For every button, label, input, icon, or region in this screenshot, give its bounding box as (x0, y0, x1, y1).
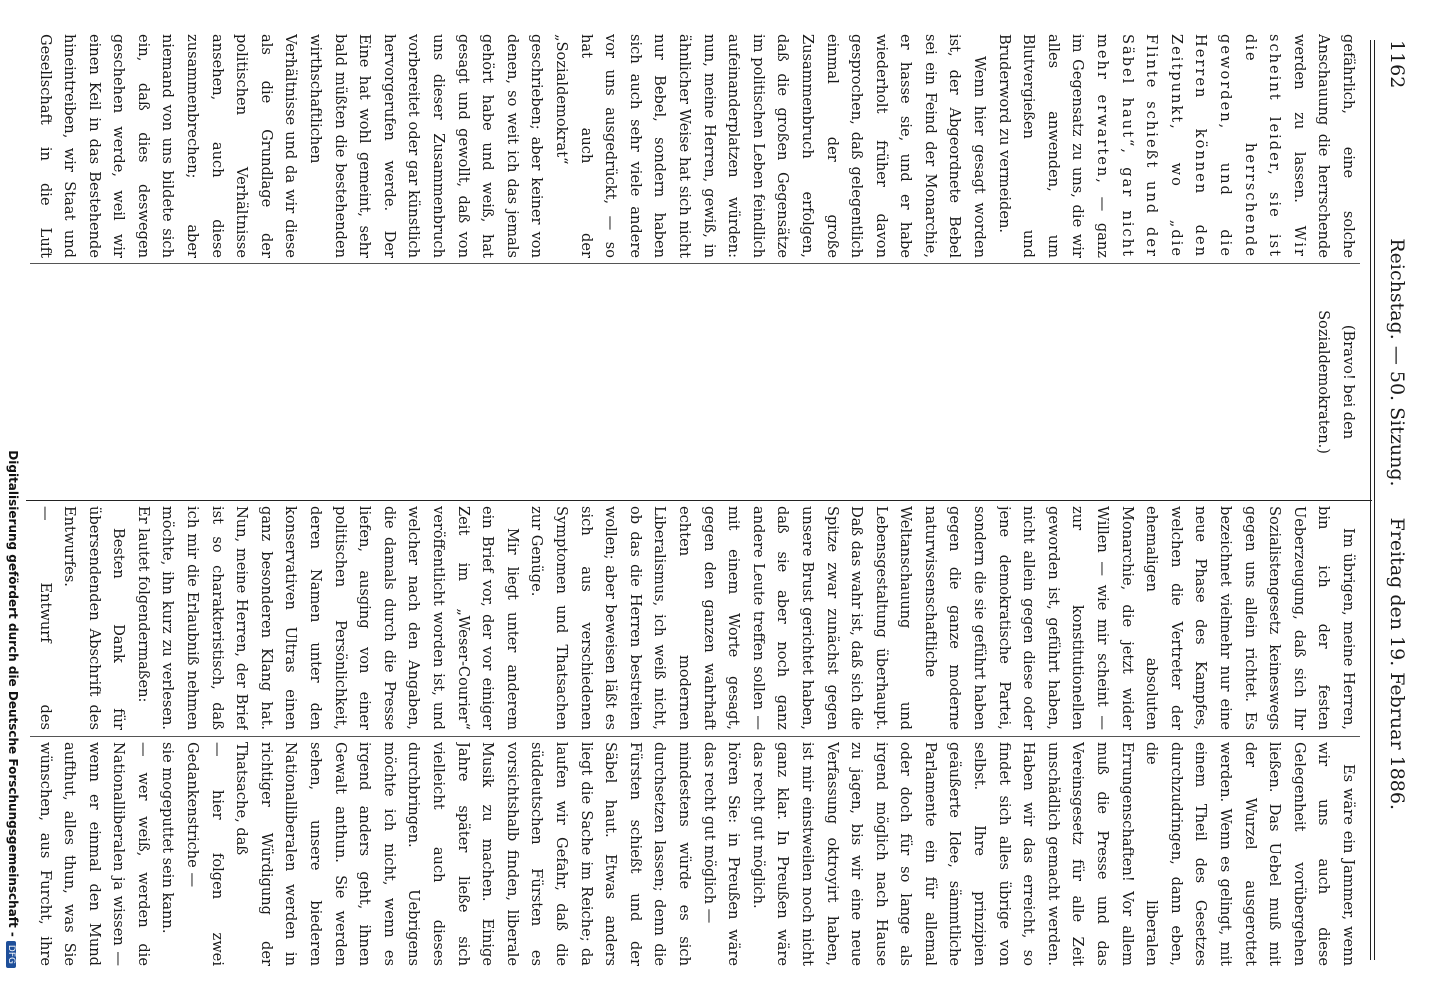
paragraph: gefährlich, eine solche Anschauung die herrschende werden zu lassen. (1290, 34, 1357, 258)
interjection-comment: — hier folgen zwei Gedankenstriche — (184, 742, 226, 966)
page-gutter (26, 500, 1372, 501)
running-title: Reichstag. — 50. Sitzung. (1386, 238, 1408, 487)
quoted-letter-cont: mindestens würde es sich durchsetzen lassen; denn die Fürsten schießt und der Säbel haut. Etwas anders liegt die Sache im Reiche; da laufen wir Gefahr, daß die süddeutschen Fürsten es vorsichtshalb finden, liberale Musik zu machen. Einige Jahre später ließe sich vielleicht auch dieses durchbringen. Uebrigens möchte ich nicht, wenn es irgend anders geht, ihnen Gewalt anthun. Sie werden sehen, unsere biederen Nationalliberalen werden in richtiger Würdigung der Thatsache, daß (233, 742, 693, 966)
session-date: Freitag den 19. Februar 1886. (1386, 517, 1408, 810)
column-divider-right (30, 736, 1360, 737)
paragraph-letter-intro: Mir liegt unter anderem ein Brief vor, der vor einiger Zeit im „Weser-Courier“ veröffentlicht worden ist, und welcher nach den Angaben, die damals durch die Presse liefen, ausging von einer politischen Persönlichkeit, deren Namen unter den konservativen Ultras einen ganz besonderen Klang hat. Nun, meine Herren, der Brief ist so charakteristisch, daß ich mir die Erlaubniß nehmen möchte, ihn kurz zu verlesen. Er lautet folgendermaßen: (134, 506, 521, 730)
paragraph-end: — ganz im Gegensatz zu uns, die wir alles anwenden, um Blutvergießen und Bruderword zu vermeiden. (995, 34, 1112, 258)
text-column-3 (30, 506, 1360, 730)
left-page-header (1380, 40, 1414, 500)
paragraph: Im übrigen, meine Herren, bin ich der festen Ueberzeugung, daß sich Ihr Sozialistengesetz keineswegs gegen uns allein richtet. Es bezeichnet vielmehr nur eine neue Phase des Kampfes, welchen die Vertreter der ehemaligen absoluten Monarchie, die jetzt wider Willen — wie mir scheint — zur konstitutionellen geworden ist, geführt haben, nicht allein gegen diese oder jene demokratische Partei, sondern die sie geführt haben gegen die ganze moderne naturwissenschaftliche Weltanschauung und Lebensgestaltung überhaupt. Daß das wahr ist, daß sich die Spitze zwar zunächst gegen unsere Brust gerichtet haben, daß sie aber noch ganz andere Leute treffen sollen — mit einem Worte gesagt, gegen den ganzen wahrhaft echten modernen Liberalismus, ich weiß nicht, ob das die Herren bestreiten wollen; aber beweisen läßt es sich aus verschiedenen Symptomen und Thatsachen zur Genüge. (528, 506, 1357, 730)
stage-direction-applause: (Bravo! bei den Sozialdemokraten.) (1315, 310, 1357, 454)
spaced-emphasis: Wir scheint leider, sie ist die herrschende geworden, und die Herren können den Zeitpunkt, wo „die Flinte schießt und der Säbel haut“, gar nicht mehr erwarten, (1094, 34, 1308, 258)
quoted-letter: Es wäre ein Jammer, wenn wir uns auch diese Gelegenheit vorübergehen ließen. Das Uebel muß mit der Wurzel ausgerottet werden. Wenn es gelingt, mit einem Theil des Gesetzes durchzudringen, dann eben, die liberalen Errungenschaften! Vor allem muß die Presse und das Vereinsgesetz für alle Zeit unschädlich gemacht werden. Haben wir das erreicht, so findet sich alles übrige von selbst. Ihre prinzipien geäußerte Idee, sämmtliche Parlamente ein für allemal oder doch für so lange als irgend möglich nach Hause zu jagen, bis wir eine neue Verfassung oktroyirt haben, ist mir einstweilen noch nicht ganz klar. In Preußen wäre das recht gut möglich. (749, 742, 1357, 966)
quoted-letter-cont: — wer weiß, werden die Nationalliberalen ja wissen — wenn er einmal den Mund aufthut, alles thun, was Sie wünschen, aus Furcht, ihre (36, 742, 152, 966)
credit-text: Digitalisierung gefördert durch die Deutsche Forschungsgemeinschaft - (6, 450, 20, 937)
quoted-letter-cont: sie mogeputtet sein kann. (159, 742, 177, 934)
paragraph-speech: Wenn hier gesagt worden ist, der Abgeordnete Bebel sei ein Feind der Monarchie, er hasse sie, und er habe wiederholt früher davon gesprochen, daß gelegentlich einmal der große Zusammenbruch erfolgen, daß die großen Gegensätze im politischen Leben feindlich aufeinanderplatzen würden: nun, meine Herren, gewiß, in ähnlicher Weise hat sich nicht nur Bebel, sondern haben sich auch sehr viele andere vor uns ausgedrückt, — so hat auch der „Sozialdemokrat“ geschrieben; aber keiner von denen, so weit ich das jemals gehört habe und weiß, hat gesagt und gewollt, daß von uns dieser Zusammenbruch vorbereitet oder gar künstlich hervorgerufen werde. Der Eine hat wohl gemeint, sehr bald müßten die bestehenden wirthschaftlichen Verhältnisse und da wir diese als die Grundlage der politischen Verhältnisse ansehen, auch diese zusammenbrechen; aber niemand von uns bildete sich ein, daß dies deswegen geschehen werde, weil wir einen Keil in das Bestehende hineintreiben, wir Staat und Gesellschaft in die Luft (36, 34, 989, 258)
interjection-comment: hören Sie: in Preußen wäre das recht gut möglich — (700, 742, 743, 966)
page-number-left: 1162 (1386, 40, 1408, 89)
interjection-comment: — Entwurf des (36, 506, 54, 730)
digitization-credit (4, 34, 20, 968)
text-column-2 (30, 270, 1360, 494)
header-rule (1374, 40, 1375, 960)
dfg-logo-badge: DFG (6, 941, 16, 968)
text-column-1 (30, 34, 1360, 258)
column-divider (30, 263, 1360, 264)
right-page-header (1380, 500, 1414, 960)
text-column-4 (30, 742, 1360, 966)
quoted-letter: Besten Dank für übersendenden Abschrift des Entwurfes. (61, 506, 128, 730)
